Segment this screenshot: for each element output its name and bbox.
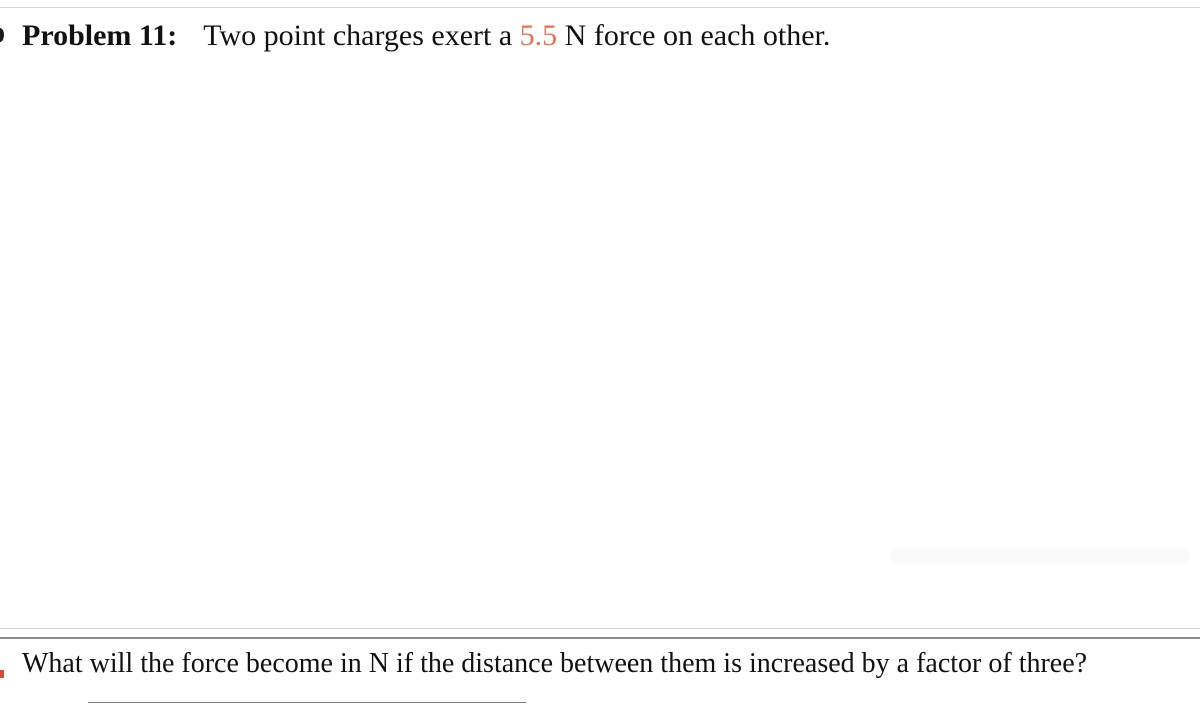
part-question: What will the force become in N if the distance between them is increased by a factor of three? bbox=[22, 648, 1088, 679]
top-divider bbox=[0, 7, 1200, 8]
problem-bullet-icon bbox=[0, 28, 4, 42]
problem-text-start: Two point charges exert a bbox=[203, 19, 520, 52]
faint-watermark bbox=[890, 548, 1190, 564]
force-value: 5.5 bbox=[519, 19, 558, 52]
part-marker-icon bbox=[0, 670, 4, 678]
problem-statement bbox=[22, 14, 830, 58]
problem-text-end: N force on each other. bbox=[557, 19, 831, 52]
section-divider-lower bbox=[0, 637, 1200, 639]
section-divider-upper bbox=[0, 628, 1200, 629]
problem-number-label: Problem 11: bbox=[22, 19, 178, 52]
